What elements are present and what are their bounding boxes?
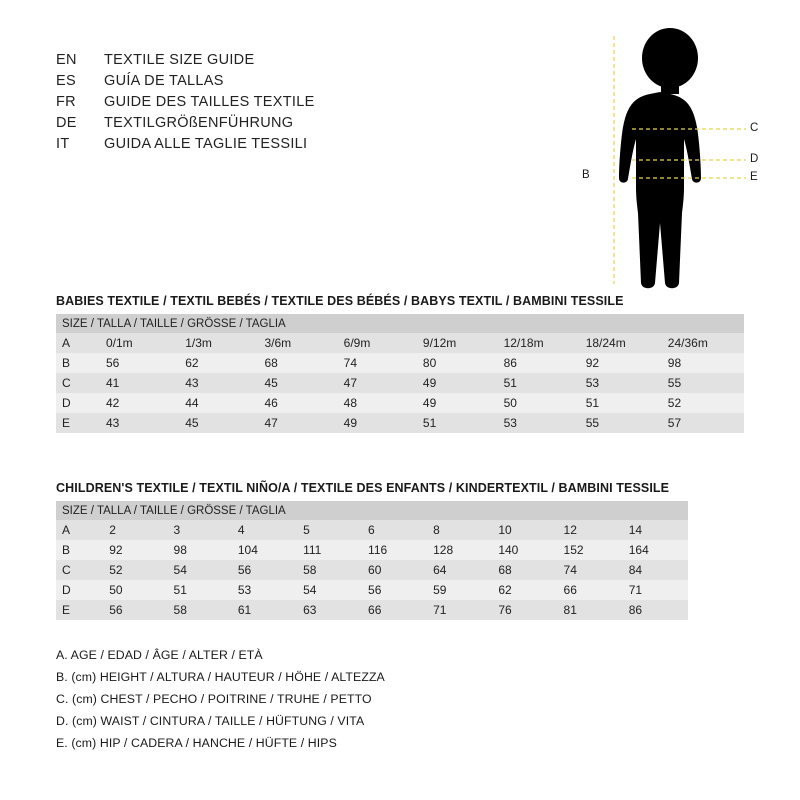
cell: 53 [498, 413, 580, 433]
cell: 104 [232, 540, 297, 560]
cell: 68 [258, 353, 337, 373]
table-row [56, 580, 688, 600]
cell: 12/18m [498, 333, 580, 353]
table-row [56, 600, 688, 620]
cell: 62 [492, 580, 557, 600]
cell: 128 [427, 540, 492, 560]
cell: 42 [100, 393, 179, 413]
cell: 6/9m [338, 333, 417, 353]
cell: 71 [427, 600, 492, 620]
cell: 51 [498, 373, 580, 393]
children-table-block [56, 481, 688, 620]
language-row [56, 115, 516, 136]
cell: 74 [338, 353, 417, 373]
row-label: D [56, 580, 103, 600]
cell: 0/1m [100, 333, 179, 353]
cell: 51 [580, 393, 662, 413]
cell: 80 [417, 353, 498, 373]
table-row [56, 540, 688, 560]
cell: 92 [103, 540, 167, 560]
cell: 50 [498, 393, 580, 413]
cell: 8 [427, 520, 492, 540]
language-code: ES [56, 73, 76, 89]
legend-item-waist: D. (cm) WAIST / CINTURA / TAILLE / HÜFTUNG / VITA [56, 714, 365, 728]
figure-label-d: D [750, 153, 759, 165]
cell: 9/12m [417, 333, 498, 353]
cell: 71 [623, 580, 688, 600]
language-code: IT [56, 136, 70, 152]
cell: 63 [297, 600, 362, 620]
legend-item-height: B. (cm) HEIGHT / ALTURA / HAUTEUR / HÖHE / ALTEZZA [56, 670, 385, 684]
cell: 76 [492, 600, 557, 620]
cell: 84 [623, 560, 688, 580]
cell: 52 [103, 560, 167, 580]
babies-table-block [56, 294, 744, 433]
cell: 58 [297, 560, 362, 580]
figure-label-e: E [750, 171, 758, 183]
cell: 86 [498, 353, 580, 373]
cell: 46 [258, 393, 337, 413]
cell: 56 [232, 560, 297, 580]
row-label: C [56, 560, 103, 580]
cell: 43 [100, 413, 179, 433]
cell: 47 [258, 413, 337, 433]
language-title: TEXTILGRÖßENFÜHRUNG [104, 115, 294, 131]
language-code: EN [56, 52, 77, 68]
cell: 56 [100, 353, 179, 373]
table-row [56, 413, 744, 433]
cell: 74 [558, 560, 623, 580]
table-row [56, 520, 688, 540]
babies-header-label: SIZE / TALLA / TAILLE / GRÖSSE / TAGLIA [56, 314, 744, 333]
cell: 53 [232, 580, 297, 600]
babies-size-table [56, 314, 744, 433]
row-label: D [56, 393, 100, 413]
legend-item-age: A. AGE / EDAD / ÂGE / ALTER / ETÀ [56, 648, 263, 662]
cell: 164 [623, 540, 688, 560]
cell: 43 [179, 373, 258, 393]
cell: 12 [558, 520, 623, 540]
row-label: A [56, 520, 103, 540]
cell: 48 [338, 393, 417, 413]
cell: 44 [179, 393, 258, 413]
language-title: GUÍA DE TALLAS [104, 73, 224, 89]
cell: 98 [168, 540, 232, 560]
measurement-legend [56, 648, 656, 758]
cell: 41 [100, 373, 179, 393]
child-silhouette [619, 28, 701, 288]
cell: 66 [362, 600, 427, 620]
cell: 5 [297, 520, 362, 540]
cell: 61 [232, 600, 297, 620]
table-row [56, 353, 744, 373]
cell: 3/6m [258, 333, 337, 353]
cell: 56 [103, 600, 167, 620]
cell: 60 [362, 560, 427, 580]
language-code: FR [56, 94, 76, 110]
cell: 50 [103, 580, 167, 600]
cell: 111 [297, 540, 362, 560]
cell: 45 [258, 373, 337, 393]
legend-item-hip: E. (cm) HIP / CADERA / HANCHE / HÜFTE / HIPS [56, 736, 337, 750]
cell: 18/24m [580, 333, 662, 353]
body-measurement-figure [560, 26, 780, 296]
cell: 62 [179, 353, 258, 373]
language-title-list [56, 52, 516, 157]
cell: 81 [558, 600, 623, 620]
cell: 92 [580, 353, 662, 373]
table-header-row [56, 314, 744, 333]
cell: 55 [662, 373, 744, 393]
cell: 2 [103, 520, 167, 540]
cell: 3 [168, 520, 232, 540]
cell: 152 [558, 540, 623, 560]
cell: 10 [492, 520, 557, 540]
language-title: GUIDE DES TAILLES TEXTILE [104, 94, 315, 110]
cell: 98 [662, 353, 744, 373]
language-code: DE [56, 115, 77, 131]
table-row [56, 393, 744, 413]
cell: 45 [179, 413, 258, 433]
cell: 4 [232, 520, 297, 540]
cell: 49 [338, 413, 417, 433]
cell: 24/36m [662, 333, 744, 353]
children-size-table [56, 501, 688, 620]
cell: 55 [580, 413, 662, 433]
cell: 47 [338, 373, 417, 393]
row-label: E [56, 600, 103, 620]
row-label: B [56, 353, 100, 373]
cell: 86 [623, 600, 688, 620]
cell: 66 [558, 580, 623, 600]
cell: 52 [662, 393, 744, 413]
figure-label-c: C [750, 122, 759, 134]
cell: 64 [427, 560, 492, 580]
row-label: A [56, 333, 100, 353]
cell: 59 [427, 580, 492, 600]
cell: 58 [168, 600, 232, 620]
cell: 49 [417, 373, 498, 393]
cell: 51 [417, 413, 498, 433]
table-header-row [56, 501, 688, 520]
figure-label-b: B [582, 169, 590, 181]
cell: 54 [168, 560, 232, 580]
cell: 1/3m [179, 333, 258, 353]
table-row [56, 373, 744, 393]
legend-item-chest: C. (cm) CHEST / PECHO / POITRINE / TRUHE / PETTO [56, 692, 372, 706]
cell: 56 [362, 580, 427, 600]
cell: 116 [362, 540, 427, 560]
cell: 140 [492, 540, 557, 560]
row-label: C [56, 373, 100, 393]
row-label: E [56, 413, 100, 433]
cell: 51 [168, 580, 232, 600]
cell: 6 [362, 520, 427, 540]
cell: 57 [662, 413, 744, 433]
cell: 53 [580, 373, 662, 393]
children-table-caption: CHILDREN'S TEXTILE / TEXTIL NIÑO/A / TEXTILE DES ENFANTS / KINDERTEXTIL / BAMBINI TESSILE [56, 481, 670, 495]
language-row [56, 94, 516, 115]
cell: 14 [623, 520, 688, 540]
row-label: B [56, 540, 103, 560]
language-row [56, 136, 516, 157]
cell: 68 [492, 560, 557, 580]
language-row [56, 73, 516, 94]
language-row [56, 52, 516, 73]
language-title: TEXTILE SIZE GUIDE [104, 52, 255, 68]
table-row [56, 333, 744, 353]
children-header-label: SIZE / TALLA / TAILLE / GRÖSSE / TAGLIA [56, 501, 688, 520]
table-row [56, 560, 688, 580]
cell: 54 [297, 580, 362, 600]
babies-table-caption: BABIES TEXTILE / TEXTIL BEBÉS / TEXTILE DES BÉBÉS / BABYS TEXTIL / BAMBINI TESSILE [56, 294, 624, 308]
cell: 49 [417, 393, 498, 413]
language-title: GUIDA ALLE TAGLIE TESSILI [104, 136, 308, 152]
